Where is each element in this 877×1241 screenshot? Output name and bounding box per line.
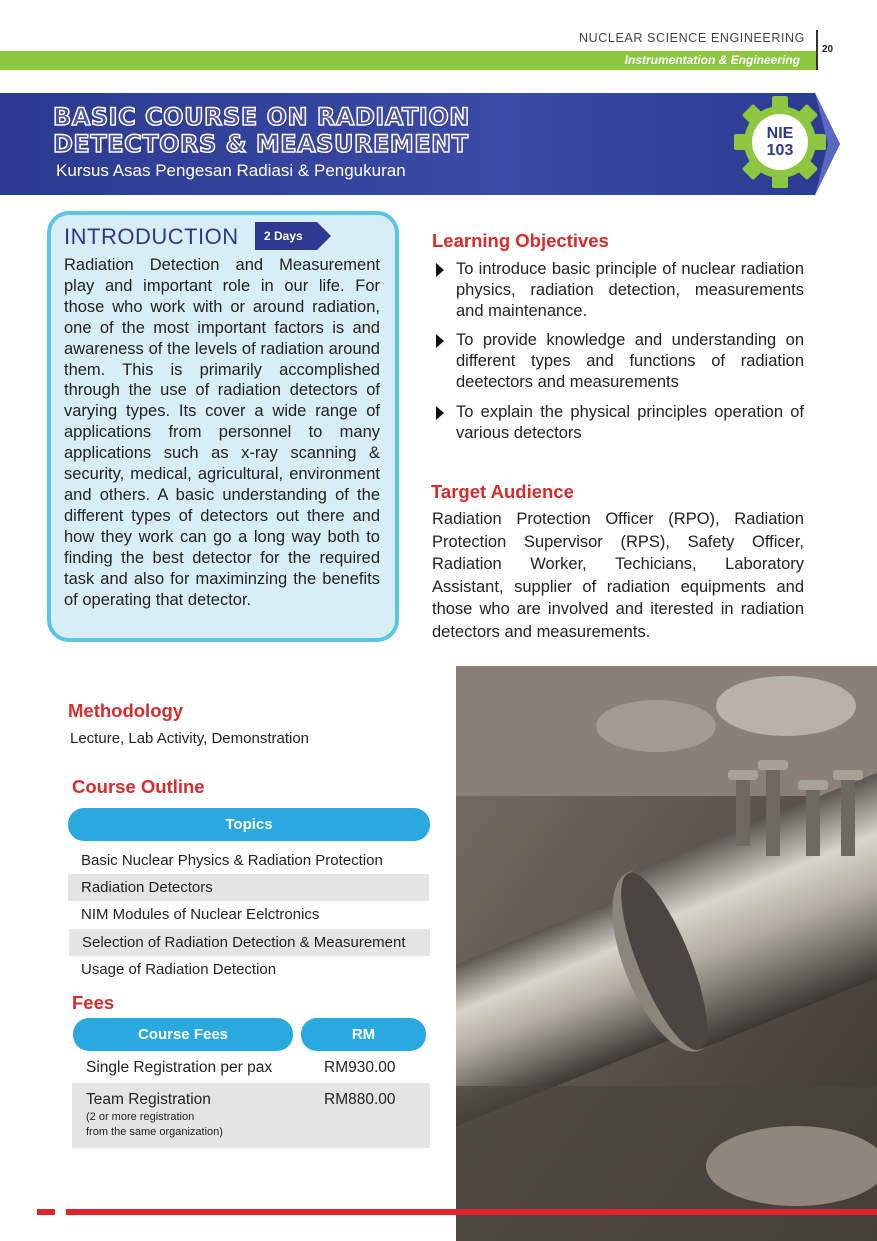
table-row [72,1054,430,1082]
metal-pipes-photo [456,666,877,1241]
course-title [53,104,470,158]
course-fees-column-header: Course Fees [73,1018,293,1051]
objective-text: To provide knowledge and understanding on different types and functions of radiation deetectors and measurements [456,331,804,391]
table-row [72,1083,430,1148]
fee-label: Single Registration per pax [86,1059,273,1076]
methodology-text: Lecture, Lab Activity, Demonstration [70,730,310,747]
methodology-heading: Methodology [68,700,184,721]
footer-accent [37,1209,55,1215]
fee-label: Team Registration [86,1091,211,1108]
course-subtitle: Kursus Asas Pengesan Radiasi & Pengukuran [56,161,406,180]
category-bar [0,51,816,70]
objectives-list [432,259,804,452]
audience-heading: Target Audience [431,481,574,502]
table-row: Selection of Radiation Detection & Measurement [69,929,430,956]
topics-column-header: Topics [68,808,430,841]
course-title-line2: DETECTORS & MEASUREMENT [53,130,469,158]
objectives-heading: Learning Objectives [432,230,609,251]
course-title-line1: BASIC COURSE ON RADIATION [53,103,470,131]
fee-amount: RM880.00 [324,1091,396,1108]
objective-text: To explain the physical principles operation of various detectors [456,402,804,442]
header-divider [816,30,818,70]
fee-note: from the same organization) [86,1126,223,1138]
fee-note: (2 or more registration [86,1111,195,1123]
table-row: NIM Modules of Nuclear Eelctronics [81,906,320,923]
footer-bar [66,1209,877,1215]
objective-text: To introduce basic principle of nuclear radiation physics, radiation detection, measurements and maintenance. [456,260,804,320]
course-code-number: 103 [766,142,794,159]
fee-amount: RM930.00 [324,1059,396,1076]
outline-heading: Course Outline [72,776,205,797]
table-row: Usage of Radiation Detection [81,961,277,978]
list-item [432,259,804,321]
list-item [432,402,804,444]
duration-label: 2 Days [264,229,303,243]
table-row: Radiation Detectors [68,874,429,901]
list-item [432,330,804,392]
rm-column-header: RM [301,1018,426,1051]
table-row: Basic Nuclear Physics & Radiation Protection [81,852,383,869]
audience-text: Radiation Protection Officer (RPO), Radiation Protection Supervisor (RPS), Safety Officer, Radiation Worker, Techicians, Laboratory Assistant, supplier of radiation equipments and those who are involved and iterested in radiation detectors and measurements. [432,510,804,641]
introduction-text: Radiation Detection and Measurement play and important role in our life. For those who work with or around radiation, one of the most important factors is and awareness of the levels of radiation around them. This is primarily accomplished through the use of radiation detectors of varying types. Its cover a wide range of applications from personnel to many applications such as x-ray scanning & security, medical, agricultural, environment and others. A basic understanding of the different types of detectors out there and how they work can go a long way both to finding the best detector for the required task and also for maximinzing the benefits of operating that detector. [64,256,380,609]
category-label: Instrumentation & Engineering [624,53,800,67]
triangle-bullet-icon [436,406,444,420]
department-name: NUCLEAR SCIENCE ENGINEERING [579,31,805,45]
introduction-heading: INTRODUCTION [64,224,239,249]
triangle-bullet-icon [436,334,444,348]
page-number: 20 [822,44,834,55]
triangle-bullet-icon [436,263,444,277]
course-code-prefix: NIE [766,125,794,142]
course-code [748,125,812,159]
fees-heading: Fees [72,992,115,1013]
